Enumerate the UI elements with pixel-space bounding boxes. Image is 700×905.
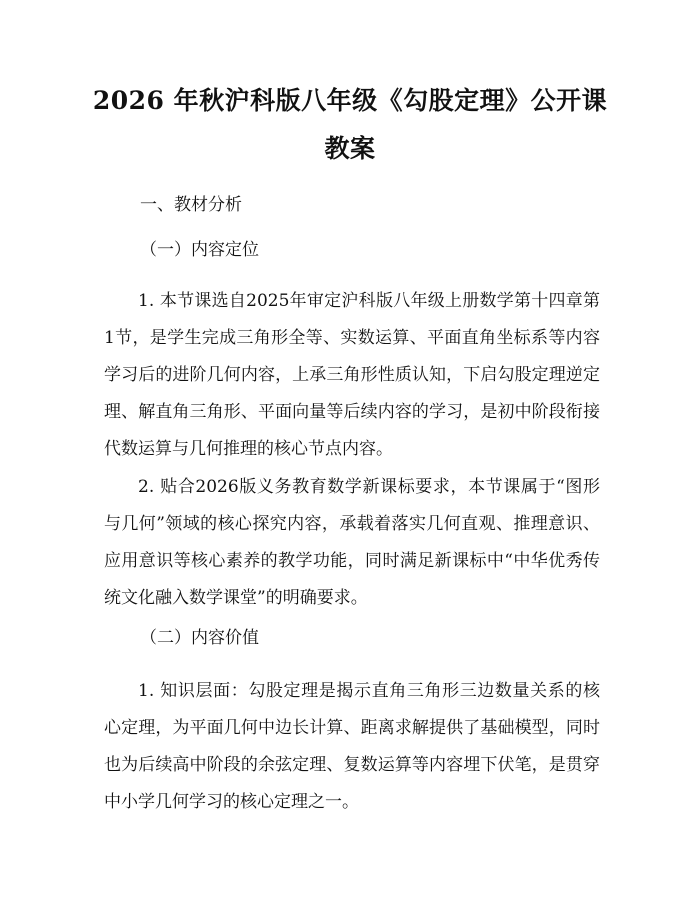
subsection-heading-content-value: （二）内容价值: [140, 628, 259, 648]
document-title: 2026 年秋沪科版八年级《勾股定理》公开课: [92, 86, 608, 115]
subsection-heading-content-positioning: （一）内容定位: [140, 240, 259, 260]
paragraph-content-positioning-1: 1. 本节课选自2025年审定沪科版八年级上册数学第十四章第1节，是学生完成三角形全等、实数运算、平面直角坐标系等内容学习后的进阶几何内容，上承三角形性质认知，下启勾股定理逆定理、解直角三角形、平面向量等后续内容的学习，是初中阶段衔接代数运算与几何推理的核心节点内容。: [104, 291, 600, 459]
section-heading-textbook-analysis: 一、教材分析: [140, 195, 242, 215]
paragraph-content-positioning-2: 2. 贴合2026版义务教育数学新课标要求，本节课属于“图形与几何”领域的核心探究内容，承载着落实几何直观、推理意识、应用意识等核心素养的教学功能，同时满足新课标中“中华优秀传统文化融入数学课堂”的明确要求。: [104, 477, 600, 608]
paragraph-content-value-1: 1. 知识层面：勾股定理是揭示直角三角形三边数量关系的核心定理，为平面几何中边长计算、距离求解提供了基础模型，同时也为后续高中阶段的余弦定理、复数运算等内容埋下伏笔，是贯穿中小学几何学习的核心定理之一。: [104, 681, 600, 812]
document-title-continued: 教案: [324, 134, 376, 163]
